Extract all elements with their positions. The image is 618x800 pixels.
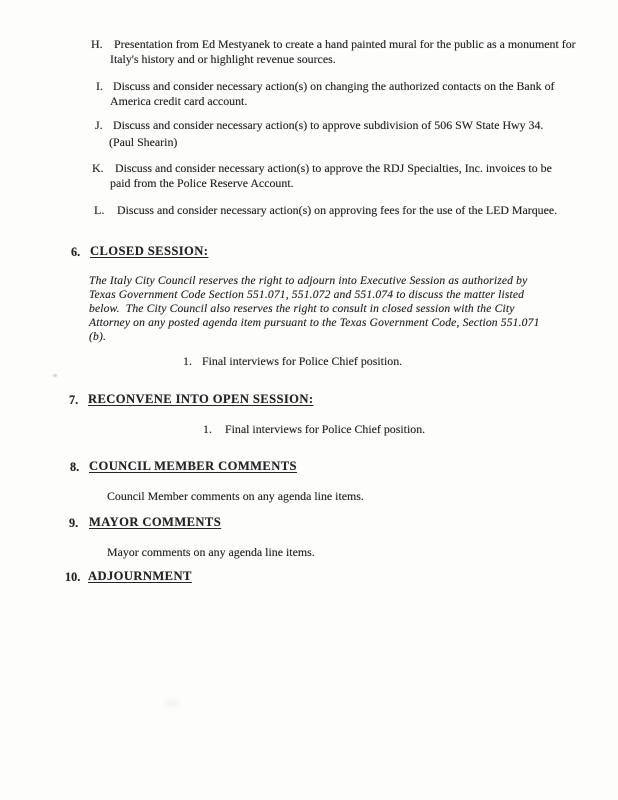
closed-session-paragraph-line-1: The Italy City Council reserves the right to adjourn into Executive Session as authorized by (89, 274, 528, 287)
item-letter-l: L. (94, 203, 105, 217)
scan-speck (53, 374, 57, 377)
item-i-line-2: America credit card account. (110, 94, 248, 108)
item-letter-k: K. (92, 161, 104, 175)
section-7-subitem-number: 1. (203, 422, 212, 436)
section-6-subitem-number: 1. (183, 354, 192, 368)
item-h-line-2: Italy's history and or highlight revenue sources. (110, 52, 336, 66)
closed-session-paragraph-line-2: Texas Government Code Section 551.071, 551.072 and 551.074 to discuss the matter listed (89, 288, 525, 301)
scan-smudge (165, 699, 179, 707)
item-letter-j: J. (95, 118, 103, 132)
section-6-heading: CLOSED SESSION: (90, 244, 209, 258)
section-6-subitem-text: Final interviews for Police Chief position. (202, 354, 403, 368)
section-7-subitem-text: Final interviews for Police Chief position. (225, 422, 426, 436)
section-6-number: 6. (71, 245, 81, 259)
section-8-number: 8. (70, 460, 80, 474)
closed-session-paragraph-line-5: (b). (89, 330, 107, 343)
item-k-line-1: Discuss and consider necessary action(s) to approve the RDJ Specialties, Inc. invoices to be (115, 161, 552, 175)
item-l-line-1: Discuss and consider necessary action(s) on approving fees for the use of the LED Marquee. (117, 203, 558, 217)
section-9-body: Mayor comments on any agenda line items. (107, 545, 315, 559)
item-k-line-2: paid from the Police Reserve Account. (110, 176, 294, 190)
section-8-heading: COUNCIL MEMBER COMMENTS (89, 459, 297, 473)
closed-session-paragraph-line-4: Attorney on any posted agenda item pursuant to the Texas Government Code, Section 551.071 (89, 316, 540, 329)
section-10-heading: ADJOURNMENT (88, 569, 192, 583)
item-letter-i: I. (96, 79, 103, 93)
item-j-line-1: Discuss and consider necessary action(s) to approve subdivision of 506 SW State Hwy 34. (113, 118, 544, 132)
section-9-heading: MAYOR COMMENTS (89, 515, 222, 529)
section-7-heading: RECONVENE INTO OPEN SESSION: (88, 392, 314, 406)
section-10-number: 10. (65, 570, 81, 584)
item-j-line-2: (Paul Shearin) (109, 135, 178, 149)
section-8-body: Council Member comments on any agenda line items. (107, 489, 364, 503)
item-h-line-1: Presentation from Ed Mestyanek to create a hand painted mural for the public as a monument for (114, 37, 576, 51)
closed-session-paragraph-line-3: below. The City Council also reserves the right to consult in closed session with the City (89, 302, 515, 315)
item-letter-h: H. (91, 37, 103, 51)
section-9-number: 9. (69, 516, 79, 530)
section-7-number: 7. (69, 393, 79, 407)
item-i-line-1: Discuss and consider necessary action(s) on changing the authorized contacts on the Bank of (113, 79, 555, 93)
